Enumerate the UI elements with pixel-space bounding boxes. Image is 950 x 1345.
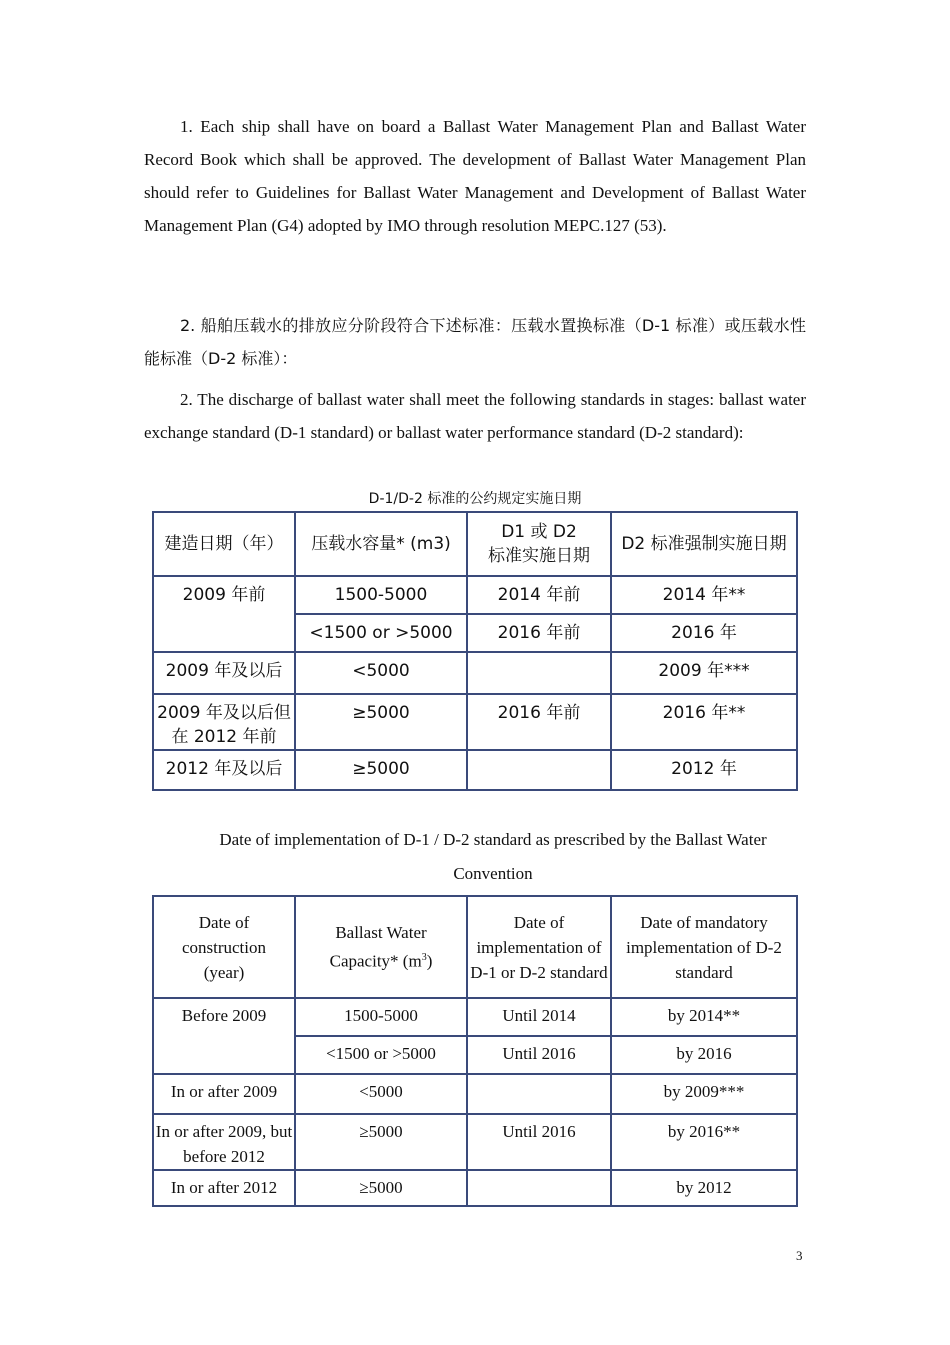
table-cell xyxy=(467,750,611,790)
header-mandatory-date: D2 标准强制实施日期 xyxy=(611,512,797,576)
table-en-caption: Date of implementation of D-1 / D-2 standard as prescribed by the Ballast Water Convention xyxy=(219,830,767,883)
table-row xyxy=(153,1170,797,1206)
table-cell xyxy=(467,652,611,694)
implementation-table-en xyxy=(152,895,798,1207)
paragraph-1 xyxy=(144,110,806,242)
table-cell: Until 2014 xyxy=(467,998,611,1036)
paragraph-2-en xyxy=(144,383,806,449)
table-cell: ≥5000 xyxy=(295,694,467,750)
table-cell: 2012 年 xyxy=(611,750,797,790)
table-cell: Before 2009 xyxy=(153,998,295,1074)
table-row xyxy=(153,1074,797,1114)
table-cell: ≥5000 xyxy=(295,1114,467,1170)
table-cell: In or after 2009, but before 2012 xyxy=(153,1114,295,1170)
table-cell xyxy=(467,1170,611,1206)
header-implementation-date-line2: 标准实施日期 xyxy=(488,546,590,566)
table-zh-caption: D-1/D-2 标准的公约规定实施日期 xyxy=(368,491,582,507)
table-cell: <5000 xyxy=(295,1074,467,1114)
table-cell: In or after 2012 xyxy=(153,1170,295,1206)
table-cell: 2009 年及以后 xyxy=(153,652,295,694)
paragraph-2-zh xyxy=(144,309,806,375)
table-cell: by 2016 xyxy=(611,1036,797,1074)
table-cell: 2014 年前 xyxy=(467,576,611,614)
table-cell: 2012 年及以后 xyxy=(153,750,295,790)
header-capacity-label: Ballast Water Capacity* (m xyxy=(329,923,427,971)
header-mandatory-date: Date of mandatory implementation of D-2 standard xyxy=(611,896,797,998)
table-row xyxy=(153,576,797,614)
header-capacity: 压载水容量* (m3) xyxy=(295,512,467,576)
table-cell: <1500 or >5000 xyxy=(295,614,467,652)
implementation-table-zh xyxy=(152,511,798,791)
table-row xyxy=(153,1114,797,1170)
table-cell: by 2009*** xyxy=(611,1074,797,1114)
paragraph-1-text: 1. Each ship shall have on board a Ballast Water Management Plan and Ballast Water Record Book which shall be approved. The development of Ballast Water Management Plan should refer to Guidelines for Ballast Water Management and Development of Ballast Water Management Plan (G4) adopted by IMO through resolution MEPC.127 (53). xyxy=(144,117,806,235)
table-cell: 2016 年前 xyxy=(467,614,611,652)
table-cell: Until 2016 xyxy=(467,1114,611,1170)
table-cell: 1500-5000 xyxy=(295,576,467,614)
table-cell: 2009 年*** xyxy=(611,652,797,694)
table-cell: 2016 年** xyxy=(611,694,797,750)
header-implementation-date: Date of implementation of D-1 or D-2 standard xyxy=(467,896,611,998)
table-cell: 2016 年前 xyxy=(467,694,611,750)
header-construction-date: 建造日期（年） xyxy=(153,512,295,576)
table-row xyxy=(153,750,797,790)
table-cell: by 2014** xyxy=(611,998,797,1036)
table-cell: 2009 年前 xyxy=(153,576,295,652)
table-cell: ≥5000 xyxy=(295,750,467,790)
table-cell: 2009 年及以后但在 2012 年前 xyxy=(153,694,295,750)
table-cell: 2014 年** xyxy=(611,576,797,614)
table-cell: 2016 年 xyxy=(611,614,797,652)
table-row xyxy=(153,652,797,694)
paragraph-2-en-text: 2. The discharge of ballast water shall meet the following standards in stages: ballast water exchange standard (D-1 standard) or ballast water performance standard (D-2 standard): xyxy=(144,390,806,442)
table-cell: <1500 or >5000 xyxy=(295,1036,467,1074)
table-cell: by 2016** xyxy=(611,1114,797,1170)
table-row xyxy=(153,998,797,1036)
table-row xyxy=(153,694,797,750)
table-cell: Until 2016 xyxy=(467,1036,611,1074)
header-capacity-tail: ) xyxy=(426,951,433,971)
paragraph-2-zh-text: 2. 船舶压载水的排放应分阶段符合下述标准：压载水置换标准（D-1 标准）或压载水性能标准（D-2 标准）： xyxy=(144,316,806,368)
table-cell: ≥5000 xyxy=(295,1170,467,1206)
table-cell: by 2012 xyxy=(611,1170,797,1206)
table-header-row xyxy=(153,512,797,576)
table-header-row xyxy=(153,896,797,998)
table-cell: <5000 xyxy=(295,652,467,694)
header-construction-date: Date of construction (year) xyxy=(153,896,295,998)
header-implementation-date-line1: D1 或 D2 xyxy=(501,522,577,542)
table-cell: 1500-5000 xyxy=(295,998,467,1036)
header-implementation-date xyxy=(467,512,611,576)
header-capacity-sup: 3 xyxy=(421,952,427,964)
table-cell xyxy=(467,1074,611,1114)
header-capacity xyxy=(295,896,467,998)
table-cell: In or after 2009 xyxy=(153,1074,295,1114)
page-number: 3 xyxy=(796,1248,803,1263)
